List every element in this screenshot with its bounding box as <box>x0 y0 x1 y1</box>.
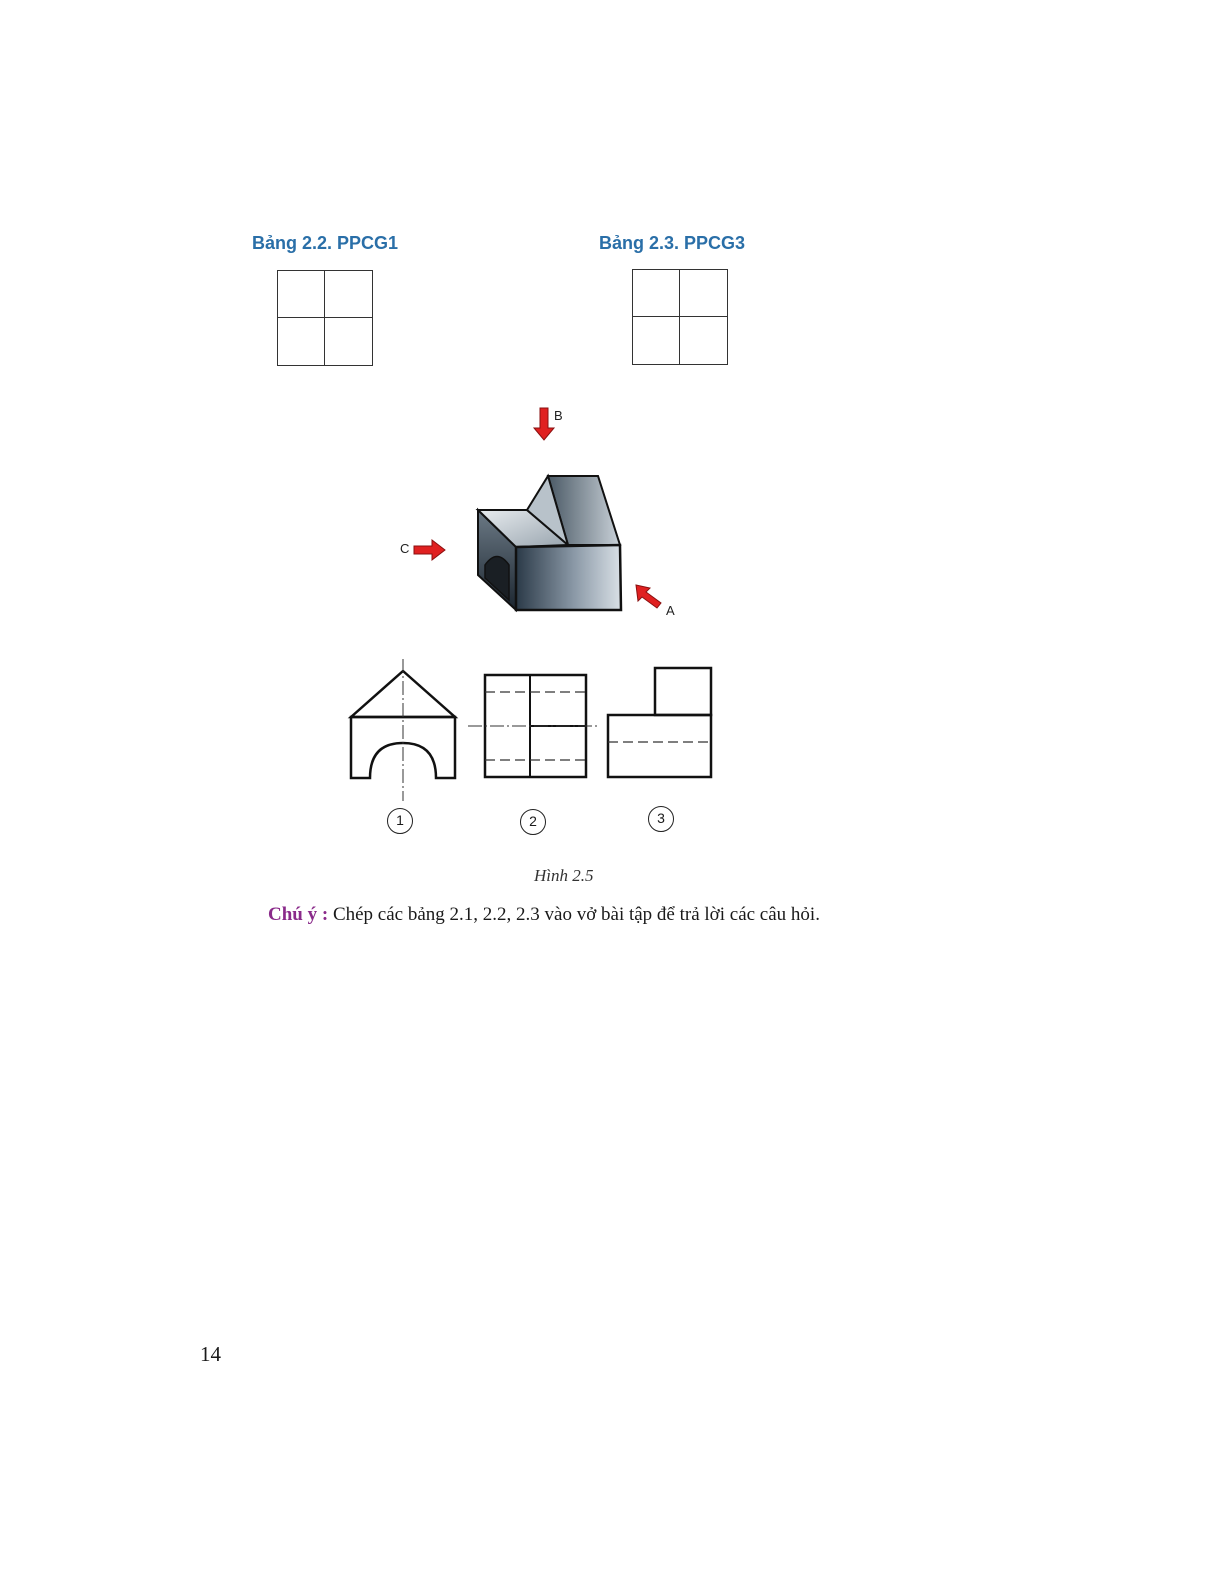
arrow-b-label: B <box>554 408 563 423</box>
table-2-3-title: Bảng 2.3. PPCG3 <box>599 233 746 253</box>
arrow-b-icon <box>534 408 554 442</box>
view-1-drawing <box>340 655 470 805</box>
arrow-c-label: C <box>400 541 410 556</box>
view-1-number: 1 <box>387 808 413 834</box>
note-text: Chép các bảng 2.1, 2.2, 2.3 vào vở bài tập để trả lời các câu hỏi. <box>332 904 820 925</box>
page-number: 14 <box>200 1342 221 1366</box>
arrow-c-icon <box>414 540 446 560</box>
view-2-drawing <box>468 665 600 785</box>
view-2-number: 2 <box>520 809 546 835</box>
arrow-a-icon <box>636 585 662 609</box>
note-paragraph <box>268 904 820 926</box>
view-3-drawing <box>604 664 716 782</box>
figure-caption: Hình 2.5 <box>534 866 594 885</box>
note-label: Chú ý : <box>268 904 329 925</box>
table-2-2-title: Bảng 2.2. PPCG1 <box>252 233 399 253</box>
view-3-number: 3 <box>648 806 674 832</box>
arrow-a-label: A <box>666 603 675 618</box>
